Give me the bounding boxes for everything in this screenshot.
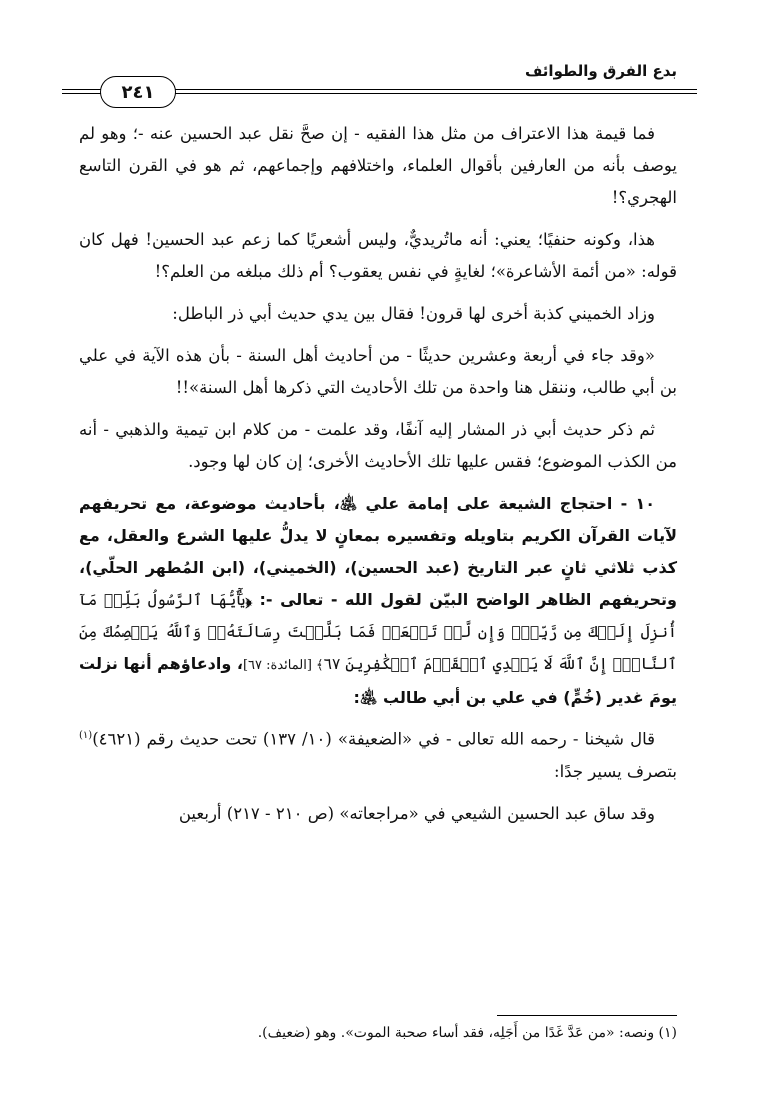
paragraph-6-end: بتصرف يسير جدًا: [554,761,677,781]
paragraph-3: وزاد الخميني كذبة أخرى لها قرون! فقال بين يدي حديث أبي ذر الباطل: [172,304,655,323]
paragraph-5: ثم ذكر حديث أبي ذر المشار إليه آنفًا، وقد علمت - من كلام ابن تيمية والذهبي - أنه من الكذب الموضوع؛ فقس عليها تلك الأحاديث الأخرى؛ إن كان لها وجود. [79,420,677,471]
quran-verse: يَٰٓأَيُّهَا ٱلرَّسُولُ بَلِّغۡ مَآ أُنزِلَ إِلَيۡكَ مِن رَّبِّكَۖ وَإِن لَّمۡ تَفۡعَلۡ فَمَا بَلَّغۡتَ رِسَالَتَهُۥۚ وَٱللَّهُ يَعۡصِمُكَ مِنَ ٱلنَّاسِۗ إِنَّ ٱللَّهَ لَا يَهۡدِي ٱلۡقَوۡمَ ٱلۡكَٰفِرِينَ ٦٧ [79,591,677,673]
paragraph-6-text: قال شيخنا - رحمه الله تعالى - في «الضعيفة» (١٠/ ١٣٧) تحت حديث رقم (٤٦٢١) [92,729,655,749]
heading-text-start: ١٠ - احتجاج الشيعة على إمامة علي ﵁، بأحاديث موضوعة، مع تحريفهم لآيات القرآن الكريم بتاويله وتفسيره بمعانٍ لا يدلُّ عليها الشرع والعقل، مع كذب ثلاثي ثانٍ عبر التاريخ (عبد الحسين)، (الخميني)، (ابن المُطهر الحلّي)، وتحريفهم الظاهر الواضح البيّن لقول الله - تعالى -: ﴿ [79,494,677,609]
paragraph-1: فما قيمة هذا الاعتراف من مثل هذا الفقيه - إن صحَّ نقل عبد الحسين عنه -؛ وهو لم يوصف بأنه من العارفين بأقوال العلماء، واختلافهم وإجماعهم، ثم هو في القرن التاسع الهجري؟! [79,124,677,207]
paragraph-4: «وقد جاء في أربعة وعشرين حديثًا - من أحاديث أهل السنة - بأن هذه الآية في علي بن أبي طالب، وننقل هنا واحدة من تلك الأحاديث التي ذكرها أهل السنة»!! [79,346,677,397]
running-header-title: بدع الفرق والطوائف [524,62,677,80]
paragraph-2: هذا، وكونه حنفيًا؛ يعني: أنه ماتُريديٌّ، وليس أشعريًا كما زعم عبد الحسين! فهل كان قوله: «من أئمة الأشاعرة»؛ لغايةٍ في نفس يعقوب؟ أم ذلك مبلغه من العلم؟! [79,230,677,281]
page-number: ٢٤١ [121,81,155,103]
page-number-badge [100,76,176,108]
footnote-1: (١) ونصه: «من عَدَّ غَدًا من أَجَلِه، فقد أساء صحبة الموت». وهو (ضعيف). [257,1025,677,1041]
heading-text-end: ، وادعاؤهم أنها نزلت يومَ غدير (خُمٍّ) في علي بن أبي طالب ﵁: [79,654,677,707]
footnote-marker: (١) [79,730,93,741]
paragraph-7: وقد ساق عبد الحسين الشيعي في «مراجعاته» (ص ٢١٠ - ٢١٧) أربعين [178,803,655,823]
verse-reference: ﴾ [المائدة: ٦٧] [242,658,324,673]
paragraph-6 [79,720,677,788]
page-body [79,118,677,840]
footnote-separator [497,1015,677,1016]
section-heading-10 [79,488,677,714]
